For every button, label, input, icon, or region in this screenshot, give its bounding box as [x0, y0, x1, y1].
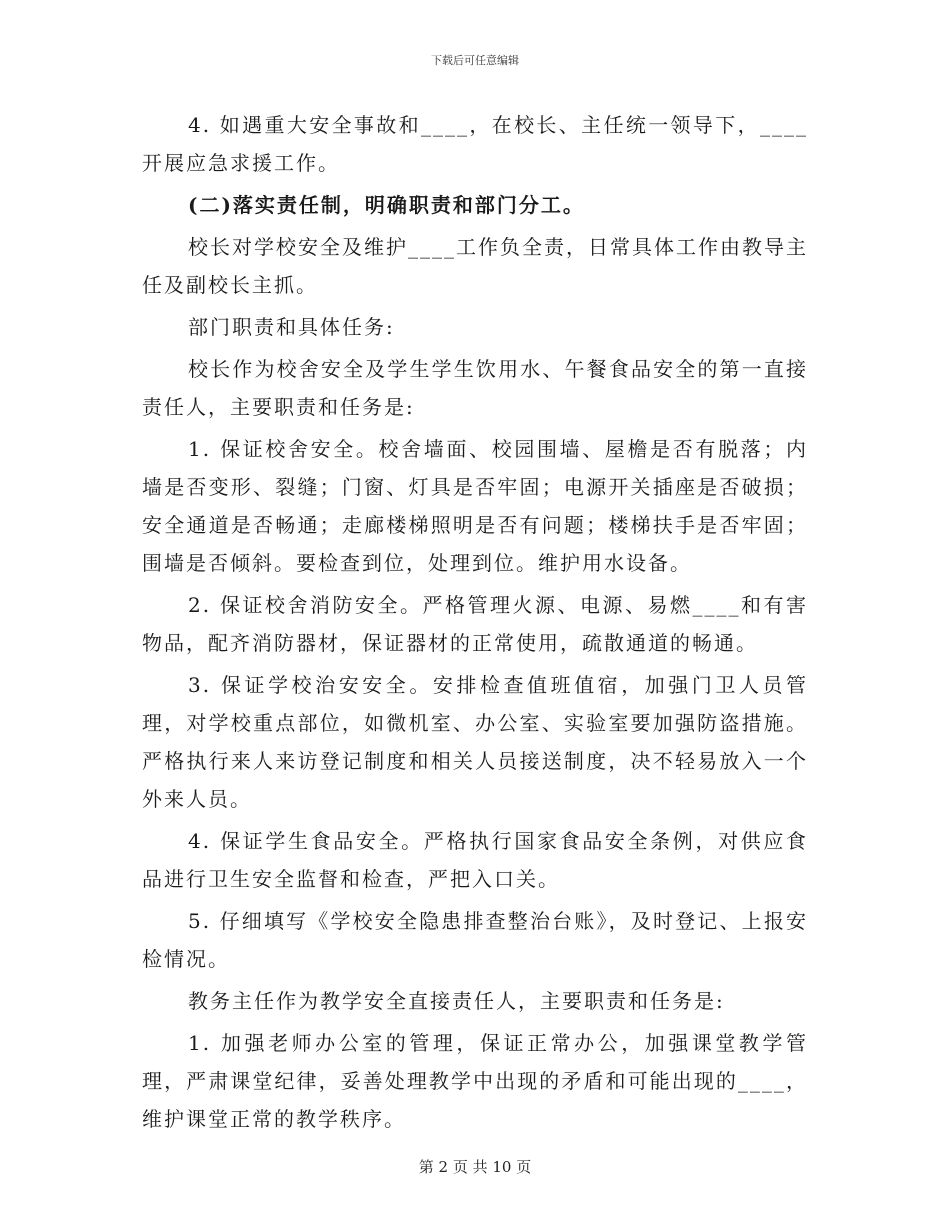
paragraph-fire-safety: 2. 保证校舍消防安全。严格管理火源、电源、易燃____和有害物品，配齐消防器材，保证器材的正常使用，疏散通道的畅通。 [142, 593, 808, 655]
paragraph-security: 3. 保证学校治安安全。安排检查值班值宿，加强门卫人员管理，对学校重点部位，如微机室、办公室、实验室要加强防盗措施。严格执行来人来访登记制度和相关人员接送制度，决不轻易放入一个外来人员。 [142, 673, 808, 811]
paragraph-principal-role: 校长作为校舍安全及学生学生饮用水、午餐食品安全的第一直接责任人，主要职责和任务是: [142, 357, 808, 419]
paragraph-department-duties: 部门职责和具体任务: [188, 315, 395, 339]
paragraph-principal-responsibility: 校长对学校安全及维护____工作负全责，日常具体工作由教导主任及副校长主抓。 [142, 235, 808, 297]
paragraph-food-safety: 4. 保证学生食品安全。严格执行国家食品安全条例，对供应食品进行卫生安全监督和检查，严把入口关。 [142, 829, 808, 891]
page-number: 第 2 页 共 10 页 [418, 1158, 532, 1176]
paragraph-emergency-rescue: 4. 如遇重大安全事故和____，在校长、主任统一领导下，____开展应急求援工作。 [142, 113, 808, 175]
paragraph-academic-director: 教务主任作为教学安全直接责任人，主要职责和任务是: [188, 989, 725, 1013]
paragraph-office-management: 1. 加强老师办公室的管理，保证正常办公，加强课堂教学管理，严肃课堂纪律，妥善处理教学中出现的矛盾和可能出现的____，维护课堂正常的教学秩序。 [142, 1031, 808, 1131]
paragraph-ledger: 5. 仔细填写《学校安全隐患排查整治台账》，及时登记、上报安检情况。 [142, 909, 808, 971]
section-heading-responsibility: (二)落实责任制，明确职责和部门分工。 [188, 193, 585, 217]
paragraph-building-safety: 1. 保证校舍安全。校舍墙面、校园围墙、屋檐是否有脱落；内墙是否变形、裂缝；门窗、灯具是否牢固；电源开关插座是否破损；安全通道是否畅通；走廊楼梯照明是否有问题；楼梯扶手是否牢固；围墙是否倾斜。要检查到位，处理到位。维护用水设备。 [142, 437, 808, 575]
document-body [142, 106, 808, 1142]
header-note: 下载后可任意编辑 [431, 54, 519, 67]
